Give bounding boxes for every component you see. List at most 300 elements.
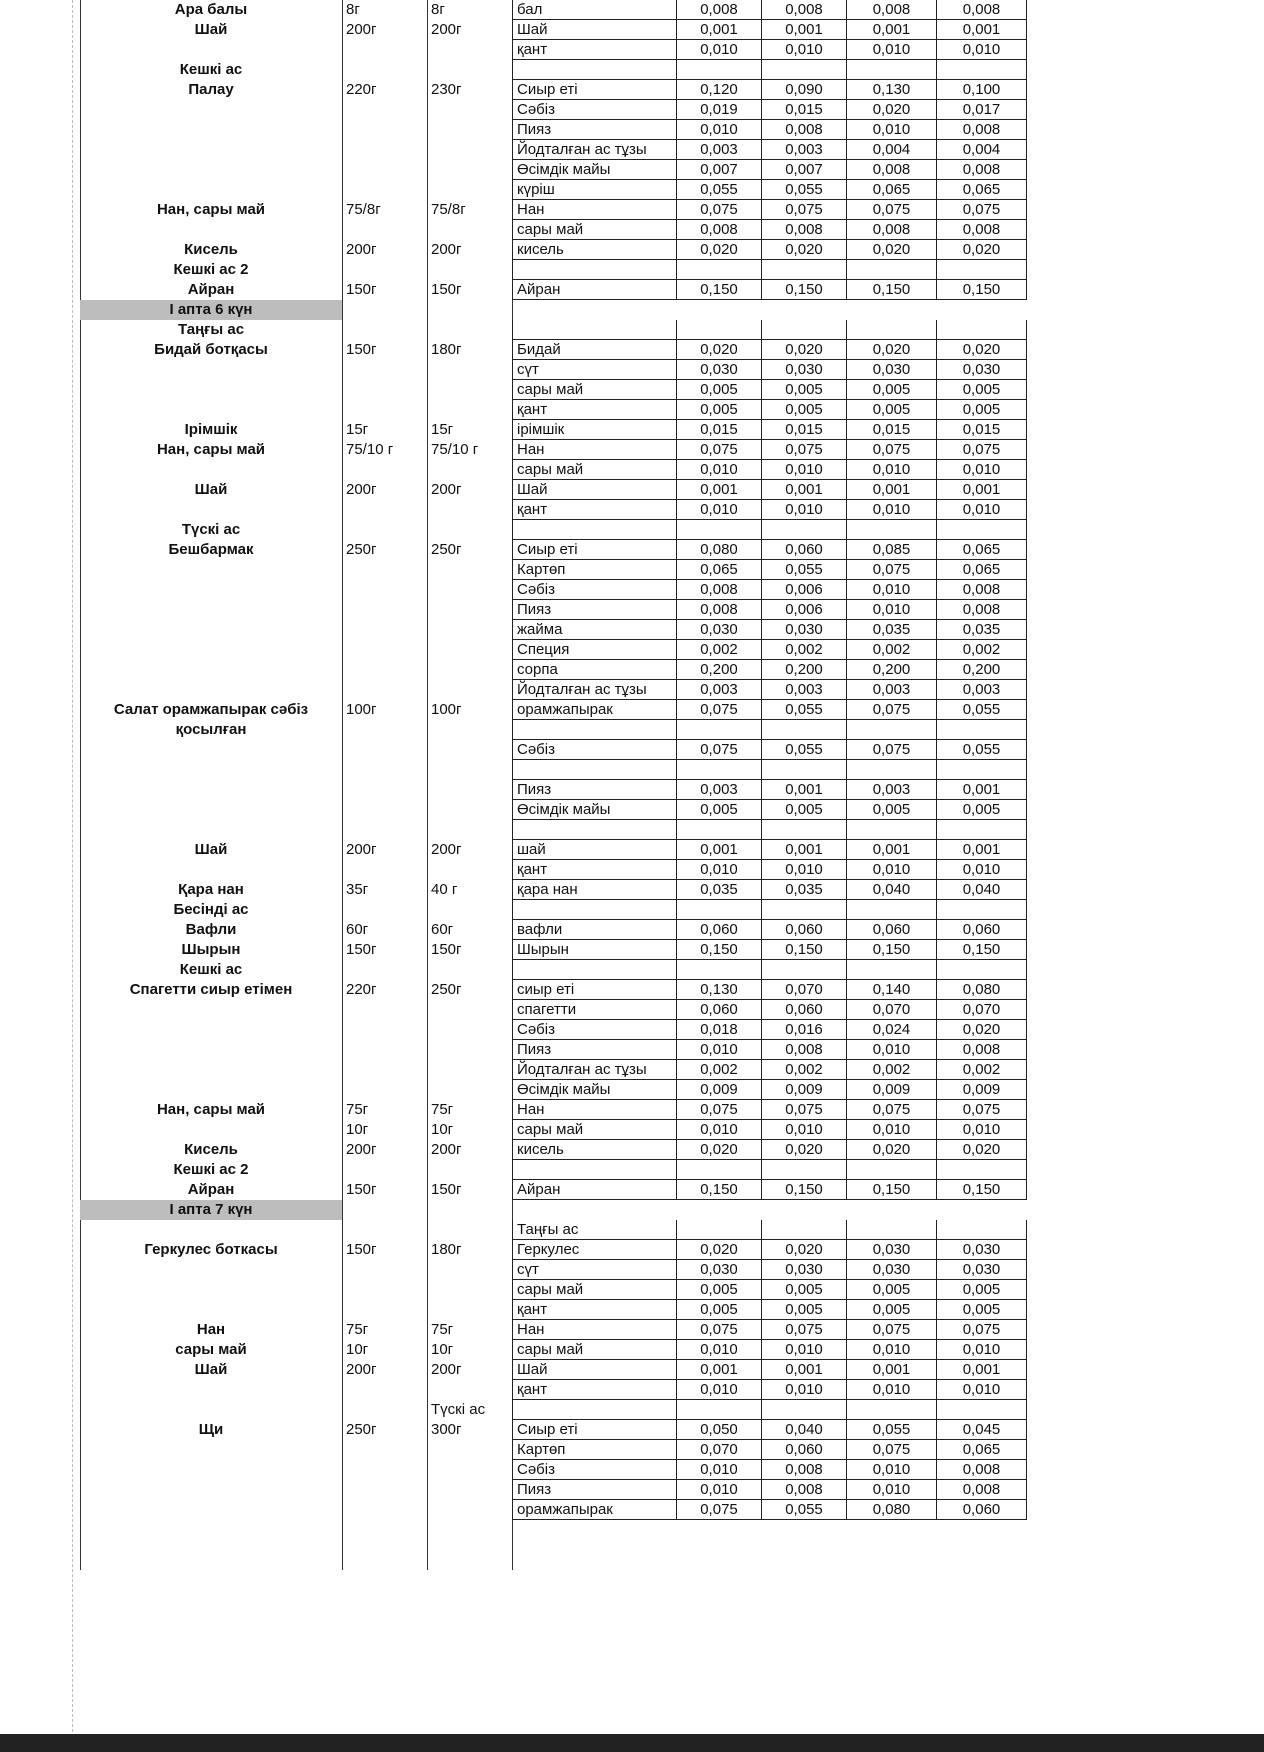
ingredient-name: Сәбіз [512,100,677,120]
amount-1: 0,005 [677,800,762,820]
week-day-header: І апта 6 күн [80,300,342,320]
dish-name [80,500,342,520]
amount-1: 0,150 [677,940,762,960]
ingredient-name [512,1160,677,1180]
portion-1 [342,1080,427,1100]
amount-3: 0,008 [847,160,937,180]
table-row [80,1180,1030,1200]
amount-2: 0,005 [762,400,847,420]
ingredient-name: Пияз [512,780,677,800]
amount-2: 0,008 [762,1460,847,1480]
ingredient-name [512,1400,677,1420]
table-row [80,420,1030,440]
portion-1: 75/8г [346,201,381,218]
ingredient-name: сары май [512,380,677,400]
portion-2 [427,260,512,280]
dish-name [80,740,342,760]
amount-1 [677,520,762,540]
portion-2 [427,740,512,760]
dish-name [80,1220,342,1240]
amount-4: 0,020 [937,240,1027,260]
dish-name [80,1500,342,1520]
portion-2 [427,760,512,780]
amount-2: 0,060 [762,1440,847,1460]
amount-2: 0,010 [762,460,847,480]
ingredient-name: Нан [512,1100,677,1120]
portion-2: 15г [431,421,454,438]
amount-2: 0,010 [762,1340,847,1360]
portion-1: 75/10 г [346,441,394,458]
amount-1: 0,008 [677,220,762,240]
amount-2: 0,010 [762,1120,847,1140]
ingredient-name [512,60,677,80]
portion-1: 150г [346,1241,377,1258]
portion-1 [342,1020,427,1040]
table-row [80,720,1030,740]
table-row [80,1080,1030,1100]
portion-1 [342,660,427,680]
portion-1 [342,1000,427,1020]
amount-2: 0,055 [762,700,847,720]
ingredient-name: бал [512,0,677,20]
dish-name: қосылған [175,721,247,738]
amount-4: 0,008 [937,1480,1027,1500]
portion-1: 250г [346,1421,377,1438]
amount-3: 0,140 [847,980,937,1000]
table-row [80,680,1030,700]
amount-2: 0,200 [762,660,847,680]
amount-3: 0,020 [847,240,937,260]
amount-3: 0,005 [847,380,937,400]
portion-2 [427,400,512,420]
amount-4: 0,200 [937,660,1027,680]
amount-3: 0,001 [847,1360,937,1380]
amount-1 [677,960,762,980]
amount-1: 0,080 [677,540,762,560]
amount-1: 0,030 [677,1260,762,1280]
table-row [80,40,1030,60]
amount-1: 0,005 [677,400,762,420]
table-row [80,1420,1030,1440]
amount-1: 0,001 [677,480,762,500]
amount-4: 0,030 [937,1260,1027,1280]
ingredient-name: сары май [512,460,677,480]
dish-name [80,1480,342,1500]
dish-name: Түскі ас [181,521,241,538]
amount-1: 0,007 [677,160,762,180]
table-row [80,1020,1030,1040]
portion-1 [342,380,427,400]
table-row [80,820,1030,840]
ingredient-name [512,960,677,980]
ingredient-name: Пияз [512,120,677,140]
amount-3: 0,010 [847,1460,937,1480]
amount-4: 0,005 [937,800,1027,820]
portion-1 [342,1440,427,1460]
table-row [80,860,1030,880]
dish-name [80,1040,342,1060]
amount-1: 0,008 [677,600,762,620]
amount-2: 0,030 [762,360,847,380]
ingredient-name: сүт [512,1260,677,1280]
table-row [80,1340,1030,1360]
ingredient-name: қара нан [512,880,677,900]
amount-1: 0,020 [677,1140,762,1160]
table-row [80,360,1030,380]
amount-4 [937,1220,1027,1240]
dish-name: Кешкі ас [179,61,243,78]
amount-4: 0,065 [937,1440,1027,1460]
ingredient-name: ірімшік [512,420,677,440]
amount-4: 0,008 [937,220,1027,240]
table-row [80,900,1030,920]
amount-1: 0,010 [677,1040,762,1060]
amount-3: 0,010 [847,1480,937,1500]
table-row [80,840,1030,860]
portion-1: 220г [346,81,377,98]
portion-2 [427,1080,512,1100]
portion-2 [427,960,512,980]
portion-1 [342,1060,427,1080]
dish-name: Палау [188,81,234,98]
amount-3: 0,075 [847,1100,937,1120]
amount-4: 0,010 [937,1380,1027,1400]
portion-1: 200г [346,1141,377,1158]
amount-3 [847,1400,937,1420]
portion-1: 10г [346,1121,369,1138]
portion-1 [342,220,427,240]
portion-2: 100г [431,701,462,718]
scan-bottom-edge [0,1734,1264,1752]
table-row [80,120,1030,140]
amount-2: 0,010 [762,40,847,60]
dish-name: Нан, сары май [156,441,266,458]
portion-2 [427,360,512,380]
portion-1: 200г [346,481,377,498]
portion-1: 200г [346,241,377,258]
amount-2: 0,055 [762,180,847,200]
amount-4 [937,60,1027,80]
amount-1: 0,075 [677,1500,762,1520]
portion-1: 250г [346,541,377,558]
ingredient-name: Сәбіз [512,580,677,600]
portion-1 [342,820,427,840]
amount-3: 0,004 [847,140,937,160]
amount-2: 0,001 [762,20,847,40]
amount-3: 0,010 [847,1380,937,1400]
amount-2: 0,075 [762,200,847,220]
dish-name [80,780,342,800]
amount-1 [677,1220,762,1240]
ingredient-name: қант [512,500,677,520]
amount-3: 0,010 [847,860,937,880]
amount-3: 0,003 [847,780,937,800]
portion-1 [342,900,427,920]
amount-3: 0,010 [847,40,937,60]
portion-2 [427,40,512,60]
ingredient-name: Шырын [512,940,677,960]
amount-3: 0,035 [847,620,937,640]
amount-3: 0,001 [847,20,937,40]
table-row [80,1120,1030,1140]
amount-4: 0,150 [937,1180,1027,1200]
dish-name: Вафли [185,921,237,938]
ingredient-name: күріш [512,180,677,200]
amount-4: 0,001 [937,780,1027,800]
ingredient-name: сүт [512,360,677,380]
amount-1: 0,008 [677,580,762,600]
dish-name: Кешкі ас 2 [173,1161,249,1178]
dish-name [80,600,342,620]
portion-1 [342,640,427,660]
ingredient-name: Бидай [512,340,677,360]
amount-2: 0,008 [762,120,847,140]
portion-2: 10г [431,1121,454,1138]
portion-2 [427,1040,512,1060]
dish-name [80,360,342,380]
table-row [80,20,1030,40]
table-row [80,660,1030,680]
portion-2: 10г [431,1341,454,1358]
amount-2: 0,008 [762,0,847,20]
amount-2: 0,010 [762,500,847,520]
dish-name: Ара балы [174,1,248,18]
amount-1 [677,320,762,340]
table-row [80,1260,1030,1280]
amount-4: 0,030 [937,1240,1027,1260]
amount-1 [677,720,762,740]
amount-1: 0,075 [677,700,762,720]
table-row [80,1320,1030,1340]
portion-2: 75г [431,1101,454,1118]
table-row [80,940,1030,960]
portion-2 [427,160,512,180]
dish-name: Щи [198,1421,224,1438]
portion-2: 180г [431,1241,462,1258]
table-row [80,240,1030,260]
amount-1: 0,001 [677,1360,762,1380]
table-row [80,1200,1030,1220]
amount-3: 0,008 [847,220,937,240]
portion-2 [427,1440,512,1460]
amount-4: 0,010 [937,860,1027,880]
portion-2 [427,1480,512,1500]
amount-2: 0,003 [762,140,847,160]
table-row [80,1100,1030,1120]
dish-name [80,680,342,700]
amount-3: 0,070 [847,1000,937,1020]
amount-2: 0,060 [762,540,847,560]
amount-4 [937,820,1027,840]
portion-2 [427,1060,512,1080]
amount-3: 0,024 [847,1020,937,1040]
amount-1 [677,60,762,80]
portion-1: 100г [346,701,377,718]
amount-2: 0,005 [762,380,847,400]
portion-1: 75г [346,1321,369,1338]
amount-2: 0,075 [762,1320,847,1340]
amount-1: 0,001 [677,840,762,860]
amount-2: 0,060 [762,920,847,940]
amount-4: 0,005 [937,380,1027,400]
portion-1: 150г [346,941,377,958]
amount-1: 0,055 [677,180,762,200]
dish-name [80,560,342,580]
portion-1 [342,1380,427,1400]
dish-name: Бидай ботқасы [154,341,268,358]
table-row [80,1500,1030,1520]
portion-1 [342,1460,427,1480]
amount-1: 0,075 [677,440,762,460]
amount-1 [677,760,762,780]
amount-1: 0,120 [677,80,762,100]
ingredient-name: Пияз [512,1480,677,1500]
portion-1 [342,400,427,420]
dish-name: Кисель [184,241,238,258]
portion-1 [342,860,427,880]
amount-2 [762,520,847,540]
portion-1 [342,580,427,600]
ingredient-name [512,760,677,780]
amount-3 [847,960,937,980]
amount-1: 0,010 [677,460,762,480]
ingredient-name: Нан [512,1320,677,1340]
amount-1: 0,130 [677,980,762,1000]
amount-1: 0,002 [677,640,762,660]
dish-name: Айран [187,1181,235,1198]
portion-2: 40 г [431,881,458,898]
table-row [80,480,1030,500]
amount-4 [937,900,1027,920]
dish-name [80,760,342,780]
amount-4 [937,760,1027,780]
dish-name [80,1080,342,1100]
amount-3: 0,008 [847,0,937,20]
amount-1: 0,150 [677,1180,762,1200]
portion-2: 200г [431,841,462,858]
amount-1: 0,200 [677,660,762,680]
table-row [80,380,1030,400]
ingredient-name [512,820,677,840]
dish-name [80,1400,342,1420]
amount-3: 0,009 [847,1080,937,1100]
dish-name: Таңғы ас [177,321,245,338]
table-row [80,600,1030,620]
dish-name [80,640,342,660]
amount-3: 0,010 [847,500,937,520]
portion-1 [342,1280,427,1300]
amount-4: 0,075 [937,1100,1027,1120]
amount-1: 0,075 [677,1320,762,1340]
portion-1 [342,800,427,820]
portion-2: 150г [431,281,462,298]
amount-4: 0,001 [937,480,1027,500]
amount-1: 0,010 [677,40,762,60]
table-row [80,620,1030,640]
dish-name: Қара нан [178,881,244,898]
amount-4: 0,075 [937,440,1027,460]
portion-1 [342,960,427,980]
dish-name: Кешкі ас 2 [173,261,249,278]
amount-4: 0,004 [937,140,1027,160]
amount-4: 0,017 [937,100,1027,120]
portion-1 [342,620,427,640]
portion-2: 8г [431,1,445,18]
ingredient-name: сорпа [512,660,677,680]
portion-2: 150г [431,1181,462,1198]
amount-2: 0,008 [762,1480,847,1500]
portion-1 [342,1160,427,1180]
ingredient-name: қант [512,1380,677,1400]
portion-1 [342,520,427,540]
amount-3: 0,150 [847,280,937,300]
ingredient-name: сиыр еті [512,980,677,1000]
amount-2: 0,005 [762,800,847,820]
amount-3: 0,010 [847,580,937,600]
amount-4: 0,065 [937,560,1027,580]
table-row [80,920,1030,940]
portion-2 [427,1380,512,1400]
portion-1 [342,140,427,160]
amount-2: 0,008 [762,220,847,240]
amount-1: 0,005 [677,380,762,400]
portion-1 [342,500,427,520]
amount-3 [847,60,937,80]
portion-2 [427,1500,512,1520]
ingredient-name: қант [512,400,677,420]
amount-4: 0,075 [937,1320,1027,1340]
amount-2 [762,60,847,80]
ingredient-name: Геркулес [512,1240,677,1260]
amount-1 [677,900,762,920]
amount-3: 0,075 [847,560,937,580]
portion-1 [342,100,427,120]
portion-2 [427,600,512,620]
dish-name [80,1380,342,1400]
portion-2 [427,1220,512,1240]
table-row [80,60,1030,80]
table-row [80,400,1030,420]
amount-2 [762,960,847,980]
amount-1: 0,020 [677,240,762,260]
dish-name [80,180,342,200]
table-row [80,1400,1030,1420]
amount-3: 0,005 [847,1280,937,1300]
amount-2: 0,016 [762,1020,847,1040]
amount-3: 0,200 [847,660,937,680]
ingredient-name: Сәбіз [512,740,677,760]
portion-2 [427,820,512,840]
portion-1 [342,180,427,200]
amount-2: 0,040 [762,1420,847,1440]
dish-name [80,1000,342,1020]
table-row [80,1360,1030,1380]
portion-1: 150г [346,341,377,358]
dish-name: Бешбармак [168,541,254,558]
ingredient-name: кисель [512,1140,677,1160]
amount-2: 0,090 [762,80,847,100]
ingredient-name: қант [512,40,677,60]
portion-1 [342,260,427,280]
ingredient-name: орамжапырак [512,700,677,720]
dish-name: сары май [175,1341,247,1358]
dish-name: Нан [196,1321,226,1338]
ingredient-name: қант [512,1300,677,1320]
portion-2: 200г [431,481,462,498]
table-row [80,100,1030,120]
amount-3: 0,075 [847,700,937,720]
ingredient-name: Сиыр еті [512,1420,677,1440]
